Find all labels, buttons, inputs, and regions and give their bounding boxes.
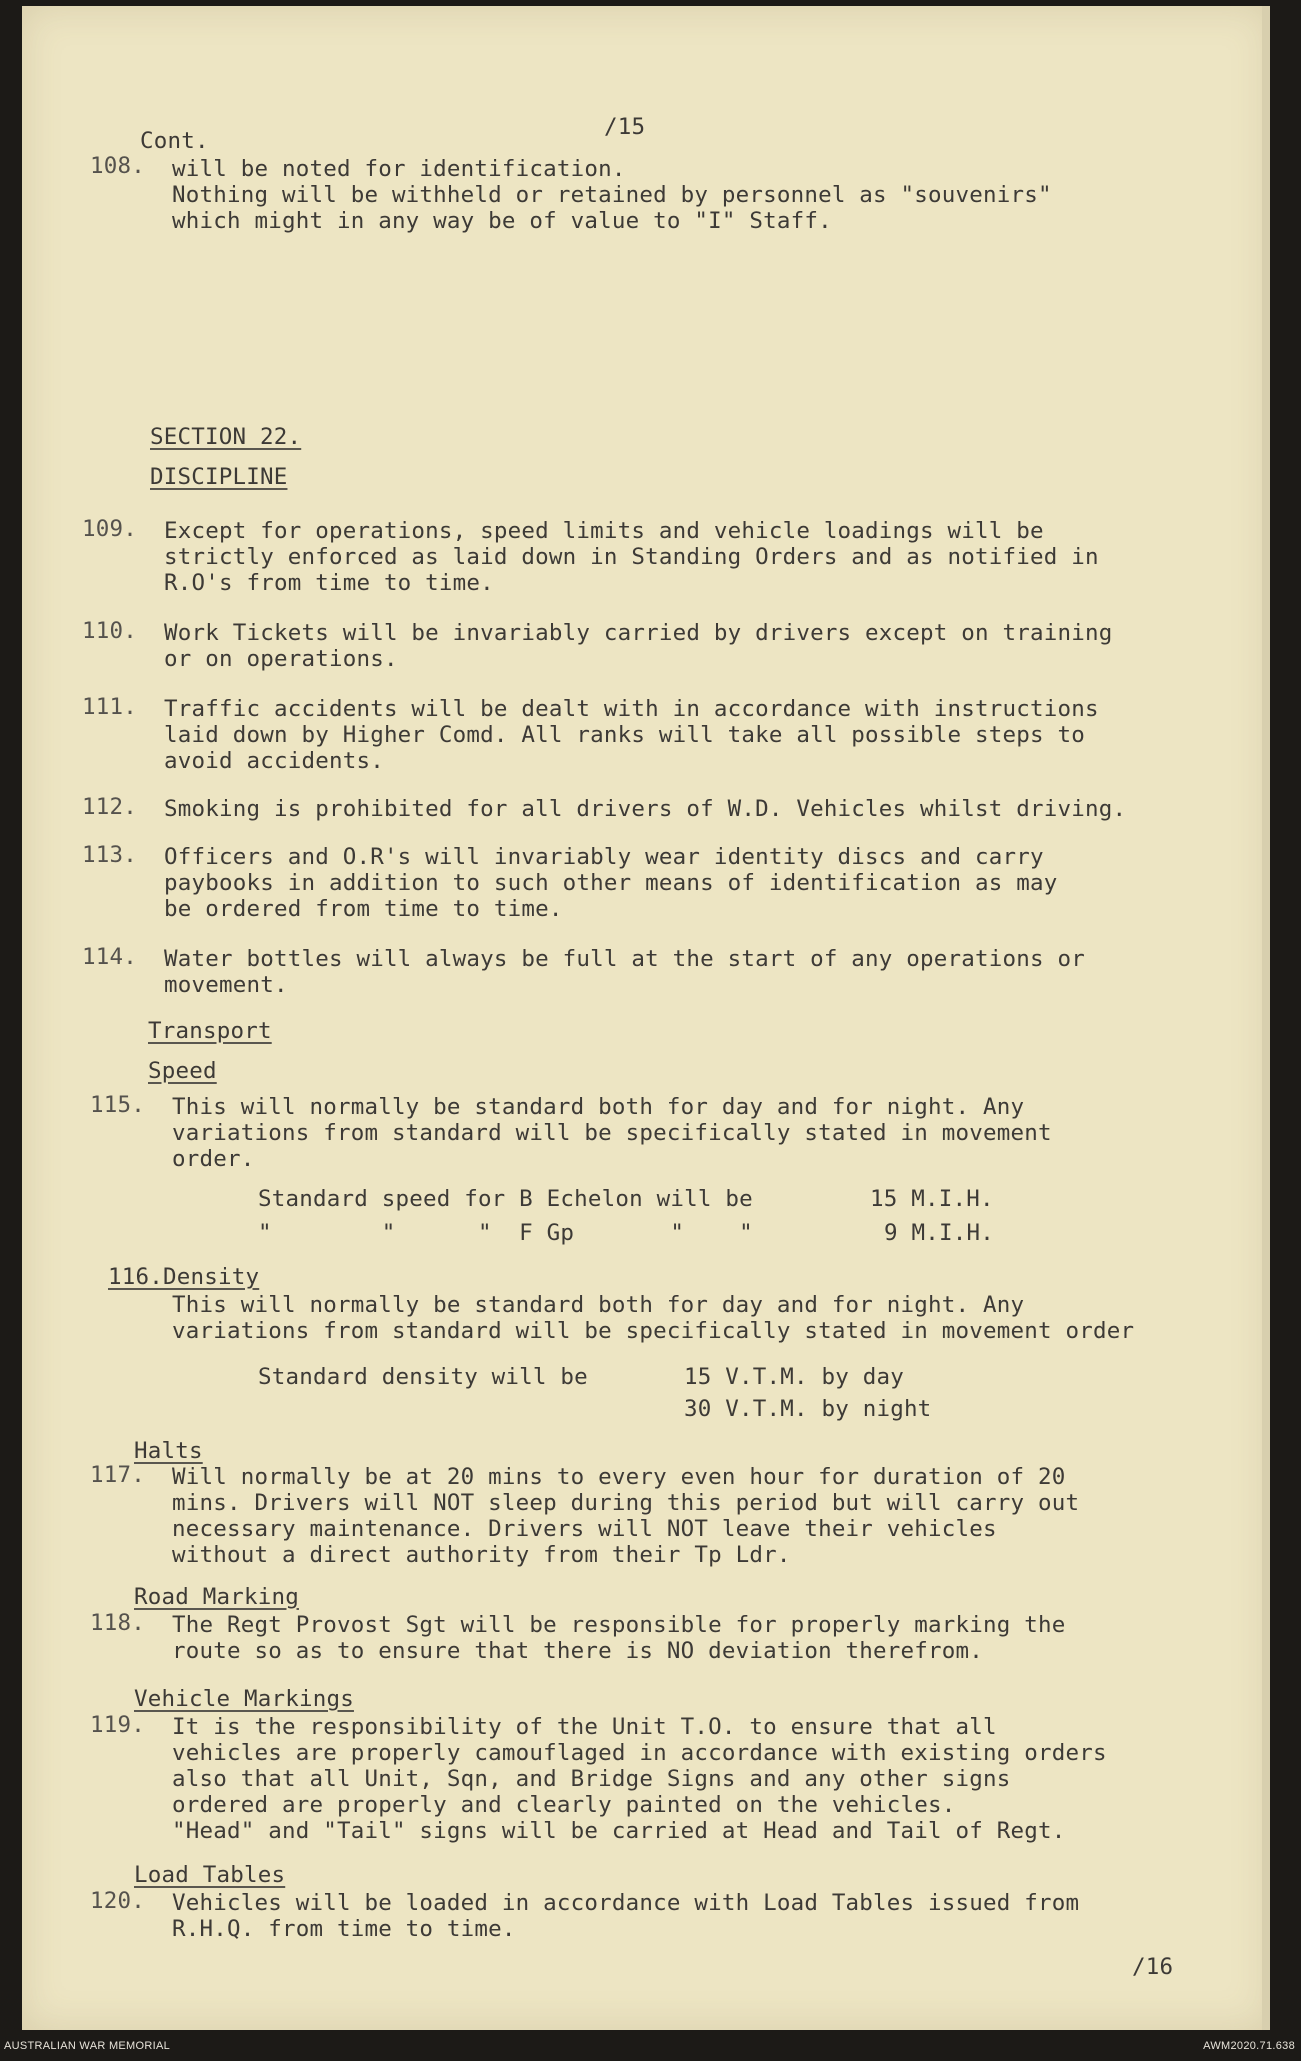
paragraph-number: 110.	[82, 618, 137, 644]
paragraph-line: strictly enforced as laid down in Standing Orders and as notified in	[164, 544, 1099, 570]
paragraph-line: ordered are properly and clearly painted on the vehicles.	[172, 1792, 956, 1818]
paragraph-line: Except for operations, speed limits and vehicle loadings will be	[164, 518, 1044, 544]
speed-label: Standard speed for B Echelon will be	[258, 1186, 753, 1212]
paragraph-number: 112.	[82, 794, 137, 820]
paragraph-line: It is the responsibility of the Unit T.O. to ensure that all	[172, 1714, 997, 1740]
density-label: Standard density will be	[258, 1364, 588, 1390]
paragraph-line: or on operations.	[164, 646, 398, 672]
paragraph-number: 108.	[90, 153, 145, 179]
paragraph-line: Vehicles will be loaded in accordance with Load Tables issued from	[172, 1890, 1080, 1916]
paragraph-number: 120.	[90, 1888, 145, 1914]
paragraph-110	[164, 620, 1112, 672]
paragraph-line: vehicles are properly camouflaged in accordance with existing orders	[172, 1740, 1107, 1766]
section-title: SECTION 22.	[150, 424, 302, 450]
paragraph-number: 109.	[82, 516, 137, 542]
paragraph-line: laid down by Higher Comd. All ranks will take all possible steps to	[164, 722, 1085, 748]
paragraph-119	[172, 1714, 1107, 1844]
paragraph-line: order.	[172, 1146, 255, 1172]
paragraph-line: will be noted for identification.	[172, 156, 626, 182]
density-heading: 116.Density	[108, 1264, 260, 1290]
paragraph-114	[164, 946, 1085, 998]
paragraph-120	[172, 1890, 1079, 1942]
paragraph-line: also that all Unit, Sqn, and Bridge Signs and any other signs	[172, 1766, 1011, 1792]
vehicle-markings-heading: Vehicle Markings	[134, 1686, 354, 1712]
typed-text-body	[22, 6, 1270, 2030]
paragraph-number: 118.	[90, 1610, 145, 1636]
paragraph-111	[164, 696, 1099, 774]
paragraph-line: necessary maintenance. Drivers will NOT leave their vehicles	[172, 1516, 997, 1542]
paragraph-116	[172, 1292, 1134, 1344]
paragraph-109	[164, 518, 1099, 596]
paragraph-line: This will normally be standard both for day and for night. Any	[172, 1094, 1025, 1120]
speed-value: 15 M.I.H.	[870, 1186, 994, 1212]
document-page	[22, 6, 1270, 2030]
paragraph-line: without a direct authority from their Tp Ldr.	[172, 1542, 791, 1568]
paragraph-line: avoid accidents.	[164, 748, 384, 774]
paragraph-number: 117.	[90, 1462, 145, 1488]
next-page-marker: /16	[1132, 1954, 1174, 1980]
footer-institution: AUSTRALIAN WAR MEMORIAL	[4, 2040, 171, 2052]
section-subtitle: DISCIPLINE	[150, 464, 288, 490]
paragraph-line: Nothing will be withheld or retained by personnel as "souvenirs"	[172, 182, 1052, 208]
paragraph-line: be ordered from time to time.	[164, 896, 563, 922]
halts-heading: Halts	[134, 1438, 203, 1464]
paragraph-line: Will normally be at 20 mins to every even hour for duration of 20	[172, 1464, 1066, 1490]
paragraph-line: route so as to ensure that there is NO deviation therefrom.	[172, 1638, 984, 1664]
load-tables-heading: Load Tables	[134, 1862, 286, 1888]
speed-heading: Speed	[148, 1058, 217, 1084]
paragraph-line: variations from standard will be specifically stated in movement order	[172, 1318, 1135, 1344]
footer-accession: AWM2020.71.638	[1203, 2040, 1295, 2052]
paragraph-line: This will normally be standard both for day and for night. Any	[172, 1292, 1025, 1318]
density-value: 30 V.T.M. by night	[684, 1396, 932, 1422]
paragraph-line: Traffic accidents will be dealt with in accordance with instructions	[164, 696, 1099, 722]
speed-value: 9 M.I.H.	[884, 1220, 994, 1246]
paragraph-line: Officers and O.R's will invariably wear identity discs and carry	[164, 844, 1044, 870]
paragraph-line: R.H.Q. from time to time.	[172, 1916, 516, 1942]
paragraph-113	[164, 844, 1058, 922]
page-number: /15	[604, 114, 646, 140]
paragraph-number: 111.	[82, 694, 137, 720]
paragraph-number: 113.	[82, 842, 137, 868]
paragraph-line: The Regt Provost Sgt will be responsible for properly marking the	[172, 1612, 1066, 1638]
paragraph-117	[172, 1464, 1079, 1568]
density-value: 15 V.T.M. by day	[684, 1364, 904, 1390]
paragraph-number: 119.	[90, 1712, 145, 1738]
paragraph-line: mins. Drivers will NOT sleep during this period but will carry out	[172, 1490, 1080, 1516]
paragraph-line: "Head" and "Tail" signs will be carried at Head and Tail of Regt.	[172, 1818, 1066, 1844]
paragraph-number: 115.	[90, 1092, 145, 1118]
paragraph-line: Work Tickets will be invariably carried by drivers except on training	[164, 620, 1113, 646]
paragraph-108	[172, 156, 1052, 234]
paragraph-line: paybooks in addition to such other means of identification as may	[164, 870, 1058, 896]
paragraph-line: R.O's from time to time.	[164, 570, 494, 596]
paragraph-112	[164, 796, 1126, 822]
paragraph-line: variations from standard will be specifically stated in movement	[172, 1120, 1052, 1146]
paragraph-line: movement.	[164, 972, 288, 998]
road-marking-heading: Road Marking	[134, 1584, 299, 1610]
speed-label: " " " F Gp " "	[258, 1220, 753, 1246]
paragraph-115	[172, 1094, 1052, 1172]
continued-label: Cont.	[140, 128, 209, 154]
paragraph-line: Smoking is prohibited for all drivers of W.D. Vehicles whilst driving.	[164, 796, 1127, 822]
paragraph-number: 114.	[82, 944, 137, 970]
paragraph-line: which might in any way be of value to "I" Staff.	[172, 208, 832, 234]
paragraph-line: Water bottles will always be full at the start of any operations or	[164, 946, 1085, 972]
paragraph-118	[172, 1612, 1066, 1664]
transport-heading: Transport	[148, 1018, 272, 1044]
